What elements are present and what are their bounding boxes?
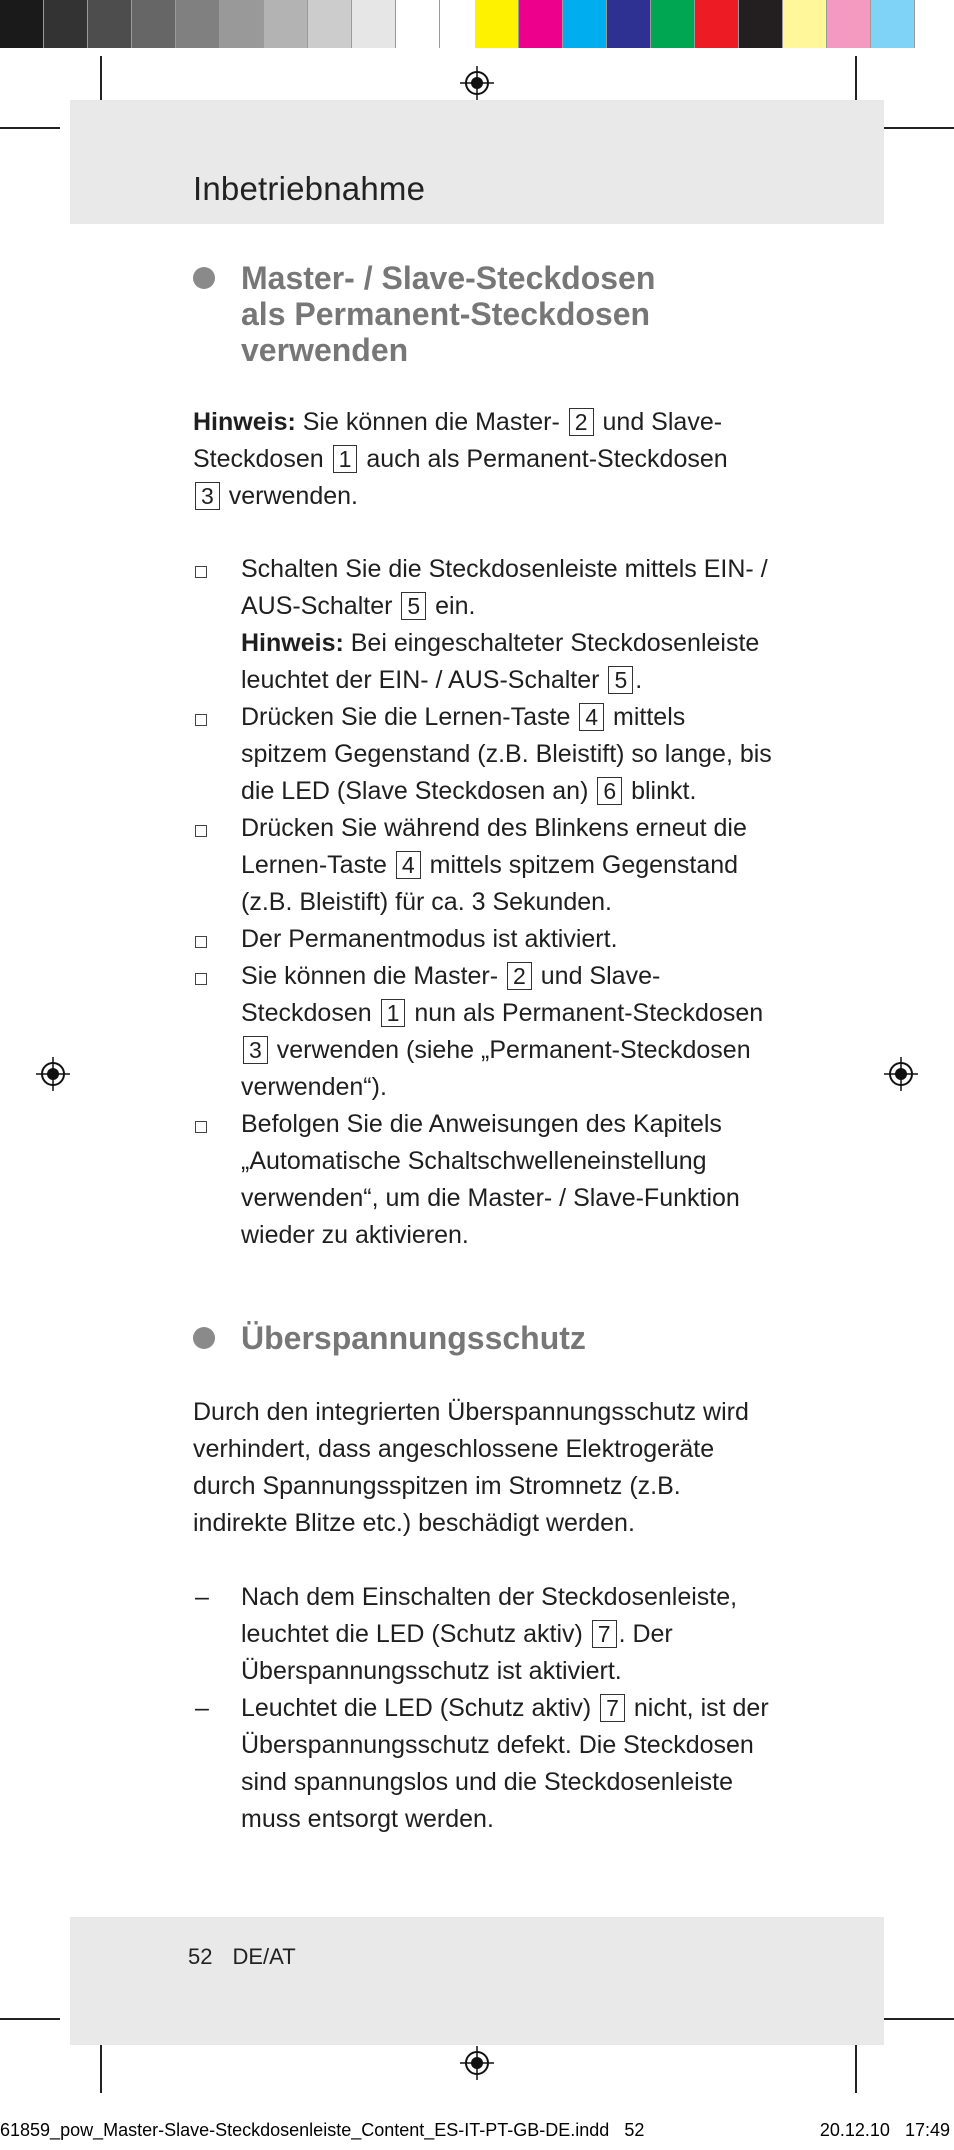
list-item [193,1579,773,1690]
hint-paragraph [193,404,763,515]
item-number: 1 [381,999,406,1027]
text-run: Nach dem Einschalten der Steckdosenleiste, leuchtet die LED (Schutz aktiv) [241,1583,738,1648]
text-run: mittels spitzem Gegenstand (z.B. Bleistift) für ca. 3 Sekunden. [241,851,739,916]
text-run: und Slave-Steckdosen [193,408,723,473]
heading-bullet-icon [193,1327,215,1349]
slug-filename: 61859_pow_Master-Slave-Steckdosenleiste_Content_ES-IT-PT-GB-DE.indd 52 [0,2120,645,2140]
dash-marker: – [195,1694,209,1722]
page-title: Inbetriebnahme [193,170,426,207]
text-run: mittels spitzem Gegenstand (z.B. Bleistift) so lange, bis die LED (Slave Steckdosen an) [241,703,772,805]
colorbar-gap [440,0,475,48]
registration-mark-icon [884,1057,918,1091]
color-swatch [827,0,871,48]
dash-list [193,1579,773,1838]
hint-label: Hinweis: [241,629,344,657]
text-run: verwenden (siehe „Permanent-Steckdosen verwenden“). [241,1036,751,1101]
item-number: 4 [579,703,604,731]
crop-mark [100,56,102,104]
color-calibration-bar [0,0,915,48]
registration-mark-icon [460,2046,494,2080]
gray-swatch [44,0,88,48]
registration-mark-icon [460,66,494,100]
text-run: Sie können die Master- [295,408,567,436]
text-run: nicht, ist der Überspannungsschutz defekt. Die Steckdosen sind spannungslos und die Steckdosenleiste muss entsorgt werden. [241,1694,769,1833]
item-number: 5 [401,592,426,620]
color-swatch [871,0,915,48]
page-number: 52 [188,1944,213,1969]
checkbox-square-icon [195,936,207,948]
heading-line: Master- / Slave-Steckdosen [241,260,656,296]
crop-mark [100,2045,102,2093]
slug-datetime: 20.12.10 17:49 [819,2120,950,2140]
list-item [193,810,773,921]
page-footer [188,1944,316,1970]
item-number: 2 [569,408,594,436]
registration-mark-icon [36,1057,70,1091]
color-swatch [519,0,563,48]
list-item [193,958,773,1106]
item-number: 7 [592,1620,617,1648]
item-number: 3 [195,482,220,510]
item-number: 3 [243,1036,268,1064]
gray-swatch [0,0,44,48]
section-heading-surge-protection [193,1320,586,1356]
list-item [193,699,773,810]
text-run: nun als Permanent-Steckdosen [407,999,764,1027]
text-run: ein. [428,592,476,620]
checkbox-square-icon [195,1121,207,1133]
heading-line: als Permanent-Steckdosen [241,296,651,332]
text-run: Der Permanentmodus ist aktiviert. [241,925,618,953]
checkbox-square-icon [195,825,207,837]
print-slug [0,2120,954,2141]
text-run: . Der Überspannungsschutz ist aktiviert. [241,1620,673,1685]
gray-swatch [176,0,220,48]
list-item [193,551,773,699]
color-swatch [695,0,739,48]
footer-band [70,1917,884,2045]
gray-swatch [352,0,396,48]
gray-swatch [220,0,264,48]
list-item [193,1106,773,1254]
color-swatch [475,0,519,48]
text-run: Drücken Sie während des Blinkens erneut die Lernen-Taste [241,814,747,879]
crop-mark [0,2018,60,2020]
text-run: Befolgen Sie die Anweisungen des Kapitels „Automatische Schaltschwelleneinstellung verwenden“, um die Master- / Slave-Funktion wieder zu aktivieren. [241,1110,740,1249]
section-heading-text: Überspannungsschutz [241,1320,586,1356]
checkbox-square-icon [195,973,207,985]
text-run: Schalten Sie die Steckdosenleiste mittels EIN- / AUS-Schalter [241,555,768,620]
color-swatch [563,0,607,48]
text-run: . [635,666,643,694]
section-heading-master-slave [193,260,655,368]
locale-label: DE/AT [232,1944,296,1969]
gray-swatch [132,0,176,48]
crop-mark [855,2045,857,2093]
item-number: 4 [396,851,421,879]
hint-label: Hinweis: [193,408,296,436]
crop-mark [0,127,60,129]
crop-mark [878,2018,954,2020]
color-swatch [783,0,827,48]
intro-paragraph: Durch den integrierten Überspannungsschutz wird verhindert, dass angeschlossene Elektrogeräte durch Spannungsspitzen im Stromnetz (z.B. indirekte Blitze etc.) beschädigt werden. [193,1398,749,1537]
gray-swatch [396,0,440,48]
step-list [193,551,773,1254]
color-swatch [607,0,651,48]
text-run: und Slave-Steckdosen [241,962,661,1027]
text-run: Bei eingeschalteter Steckdosenleiste leuchtet der EIN- / AUS-Schalter [241,629,760,694]
list-item [193,1690,773,1838]
list-item [193,921,773,958]
gray-swatch [264,0,308,48]
text-run: Sie können die Master- [241,962,506,990]
checkbox-square-icon [195,714,207,726]
section-heading-text [241,260,655,368]
crop-mark [855,56,857,104]
text-run: blinkt. [624,777,697,805]
gray-swatch [308,0,352,48]
heading-line: verwenden [241,332,409,368]
text-run: Leuchtet die LED (Schutz aktiv) [241,1694,599,1722]
text-run: verwenden. [221,482,358,510]
item-number: 6 [597,777,622,805]
item-number: 1 [333,445,358,473]
text-run: Drücken Sie die Lernen-Taste [241,703,578,731]
dash-marker: – [195,1583,209,1611]
gray-swatch [88,0,132,48]
heading-bullet-icon [193,267,215,289]
item-number: 2 [507,962,532,990]
text-run: auch als Permanent-Steckdosen [359,445,728,473]
color-swatch [739,0,783,48]
color-swatch [651,0,695,48]
item-number: 5 [608,666,633,694]
checkbox-square-icon [195,566,207,578]
crop-mark [878,127,954,129]
item-number: 7 [600,1694,625,1722]
